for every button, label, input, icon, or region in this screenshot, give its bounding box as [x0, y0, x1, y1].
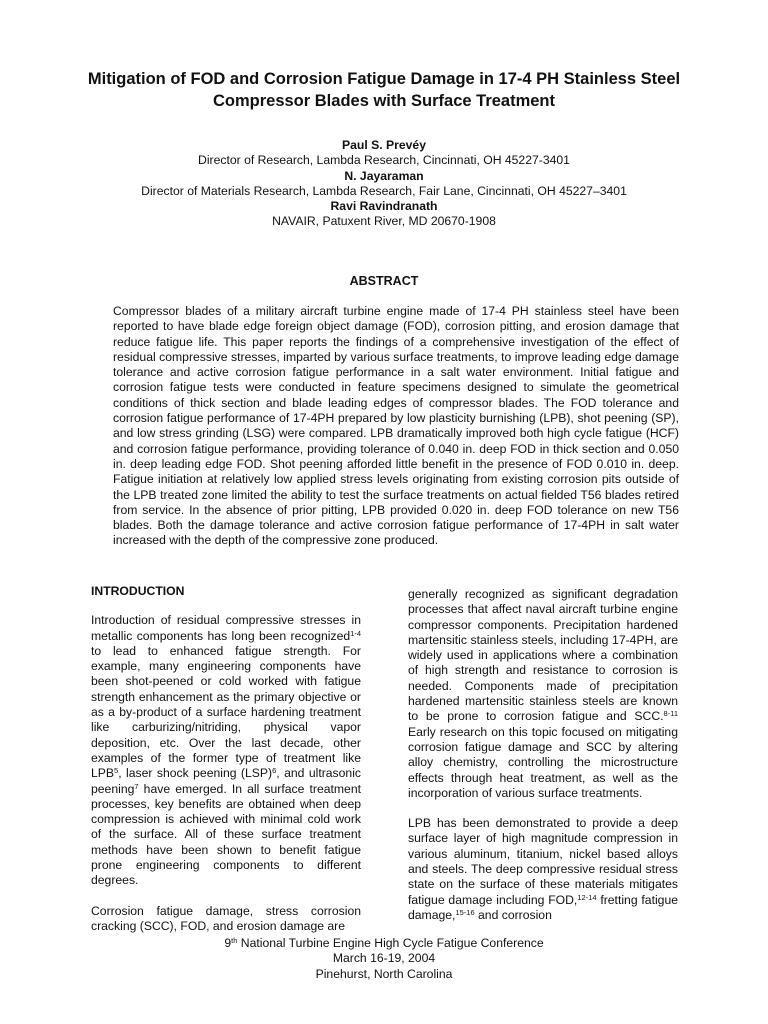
- text-run: and corrosion: [474, 907, 552, 922]
- introduction-heading: INTRODUCTION: [91, 584, 185, 598]
- text-run: Introduction of residual compressive stresses in metallic components has long been recognized: [91, 613, 361, 643]
- citation-superscript: 8-11: [663, 709, 678, 719]
- text-run: LPB has been demonstrated to provide a deep surface layer of high magnitude compression in various aluminum, titanium, nickel based alloys and steels. The deep compressive residual stress state on the surface of these materials mitigates fatigue damage including FOD,: [408, 816, 678, 907]
- author-affiliation: NAVAIR, Patuxent River, MD 20670-1908: [272, 214, 496, 229]
- citation-superscript: 7: [134, 781, 139, 791]
- citation-superscript: 15-16: [455, 907, 475, 917]
- text-run: , laser shock peening (LSP): [118, 766, 273, 781]
- text-run: to lead to enhanced fatigue strength. For example, many engineering components have been shot-peened or cold worked with fatigue strength enhancement as the primary objective or as a by-product of a surface hardening treatment like carburizing/nitriding, physical vapor deposition, etc. Over the last decade, other examples of the former type of treatment like LPB: [91, 643, 361, 781]
- footer-ordinal: 9: [224, 936, 232, 950]
- body-paragraph: [408, 816, 678, 923]
- citation-superscript: 1-4: [350, 628, 361, 638]
- author-name: N. Jayaraman: [344, 168, 424, 183]
- footer-conference-line: [60, 936, 708, 951]
- left-column: [91, 584, 361, 949]
- body-paragraph: [408, 587, 678, 801]
- text-run: generally recognized as significant degradation processes that affect naval aircraft turbine engine compressor components. Precipitation hardened martensitic stainless steels, including 17-4PH, are widely used in applications where a combination of high strength and resistance to corrosion is needed. Components made of precipitation hardened martensitic stainless steels are known to be prone to corrosion fatigue and SCC.: [408, 587, 678, 724]
- text-run: , and ultrasonic peening: [91, 766, 361, 796]
- body-paragraph: Corrosion fatigue damage, stress corrosion cracking (SCC), FOD, and erosion damage are: [91, 903, 361, 933]
- author-affiliation: Director of Materials Research, Lambda Research, Fair Lane, Cincinnati, OH 45227–3401: [141, 183, 627, 198]
- text-run: fretting fatigue damage,: [408, 892, 679, 922]
- footer-ordinal-superscript: th: [231, 936, 238, 945]
- author-affiliation: Director of Research, Lambda Research, Cincinnati, OH 45227-3401: [198, 153, 570, 168]
- citation-superscript: 6: [272, 766, 277, 776]
- right-column: [408, 587, 678, 938]
- paper-title: Mitigation of FOD and Corrosion Fatigue Damage in 17-4 PH Stainless Steel Compressor Blades with Surface Treatment: [87, 70, 681, 110]
- footer-location: Pinehurst, North Carolina: [315, 966, 453, 981]
- citation-superscript: 5: [114, 766, 119, 776]
- body-paragraph: [91, 613, 361, 888]
- footer-dates: March 16-19, 2004: [332, 951, 436, 966]
- abstract-text: Compressor blades of a military aircraft turbine engine made of 17-4 PH stainless steel have been reported to have blade edge foreign object damage (FOD), corrosion pitting, and erosion damage that reduce fatigue life. This paper reports the findings of a comprehensive investigation of the effect of residual compressive stresses, imparted by various surface treatments, to improve leading edge damage tolerance and active corrosion fatigue performance in a salt water environment. Initial fatigue and corrosion fatigue tests were conducted in feature specimens designed to simulate the geometrical conditions of thick section and blade leading edges of compressor blades. The FOD tolerance and corrosion fatigue performance of 17-4PH prepared by low plasticity burnishing (LPB), shot peening (SP), and low stress grinding (LSG) were compared. LPB dramatically improved both high cycle fatigue (HCF) and corrosion fatigue performance, providing tolerance of 0.040 in. deep FOD in thick section and 0.050 in. deep leading edge FOD. Shot peening afforded little benefit in the presence of FOD 0.010 in. deep. Fatigue initiation at relatively low applied stress levels originating from existing corrosion pits outside of the LPB treated zone limited the ability to test the surface treatments on actual fielded T56 blades retired from service. In the absence of prior pitting, LPB provided 0.020 in. deep FOD tolerance on new T56 blades. Both the damage tolerance and active corrosion fatigue performance of 17-4PH in salt water increased with the depth of the compressive zone produced.: [113, 304, 679, 548]
- citation-superscript: 12-14: [577, 892, 597, 902]
- author-block: [60, 138, 708, 230]
- conference-footer: [60, 936, 708, 982]
- text-run: Early research on this topic focused on mitigating corrosion fatigue damage and SCC by altering alloy chemistry, controlling the microstructure effects through heat treatment, as well as the incorporation of various surface treatments.: [408, 724, 678, 800]
- abstract-heading: ABSTRACT: [349, 274, 419, 288]
- footer-conference-name: National Turbine Engine High Cycle Fatigue Conference: [237, 936, 544, 950]
- author-name: Paul S. Prevéy: [341, 138, 426, 152]
- text-run: have emerged. In all surface treatment processes, key benefits are obtained when deep compression is achieved with minimal cold work of the surface. All of these surface treatment methods have been shown to benefit fatigue prone engineering components to different degrees.: [91, 781, 361, 888]
- author-name: Ravi Ravindranath: [330, 199, 438, 214]
